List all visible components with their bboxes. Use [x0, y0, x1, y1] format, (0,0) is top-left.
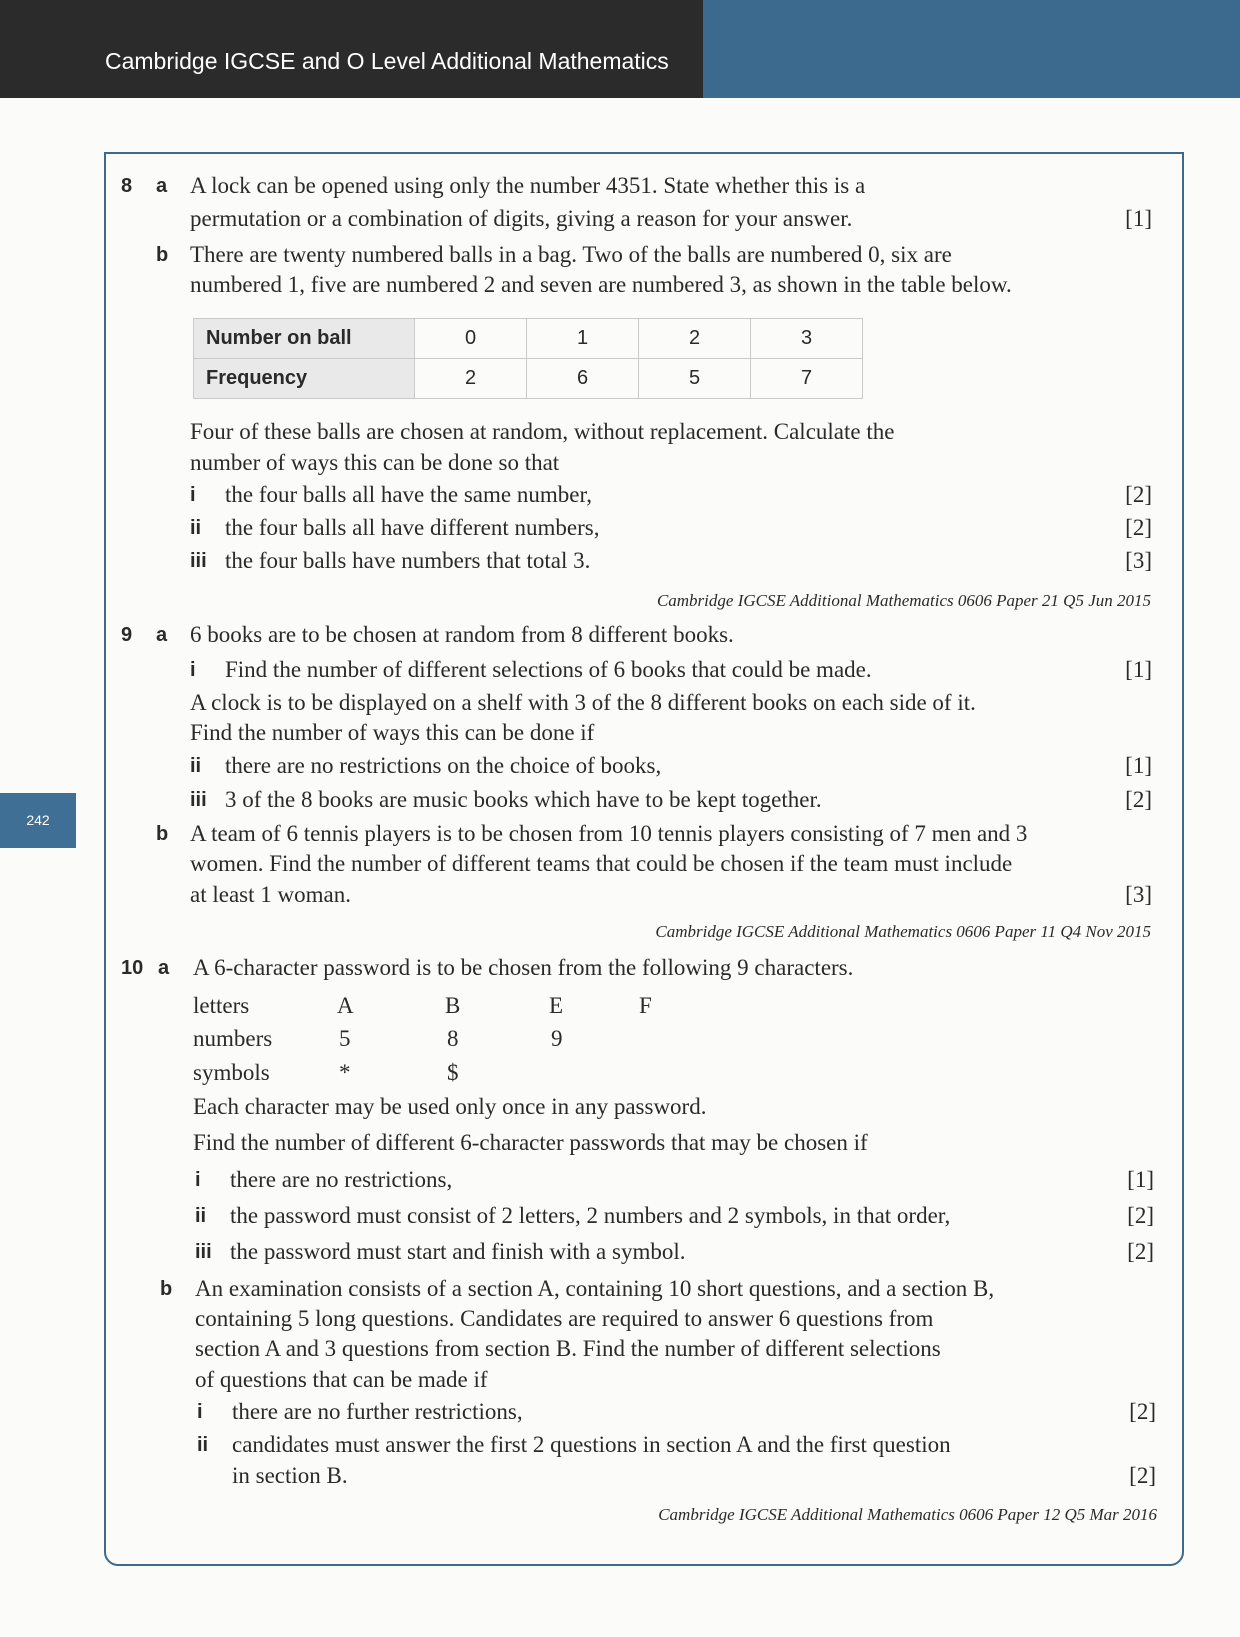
question-8b-i-label: i [190, 484, 196, 506]
question-9a-ii-marks: [1] [1125, 753, 1152, 778]
question-10b-line3: section A and 3 questions from section B. Find the number of different selections [195, 1336, 941, 1361]
question-8b-i-marks: [2] [1125, 482, 1152, 507]
question-9b-line2: women. Find the number of different teams that could be chosen if the team must include [190, 851, 1013, 876]
table-cell: 7 [751, 359, 863, 399]
table-cell: 1 [527, 319, 639, 359]
question-8a-marks: [1] [1125, 206, 1152, 231]
question-10-number: 10 [121, 957, 144, 979]
table-cell: 3 [751, 319, 863, 359]
question-8b-iii-label: iii [190, 550, 207, 572]
question-10a-iii-marks: [2] [1127, 1239, 1154, 1264]
question-10b-i-label: i [197, 1401, 203, 1423]
symbol-char: * [339, 1060, 351, 1085]
table-cell: 2 [415, 359, 527, 399]
question-9a-iii-label: iii [190, 789, 207, 811]
question-9-number: 9 [121, 624, 133, 646]
question-10a-note: Each character may be used only once in any password. [193, 1094, 707, 1119]
letter-char: A [337, 993, 354, 1018]
number-char: 8 [447, 1026, 459, 1051]
question-9b-marks: [3] [1125, 882, 1152, 907]
question-9a-mid1: A clock is to be displayed on a shelf with 3 of the 8 different books on each side of it. [190, 690, 976, 715]
question-10a-line1: A 6-character password is to be chosen from the following 9 characters. [193, 955, 854, 980]
letter-char: B [445, 993, 461, 1018]
question-10-source: Cambridge IGCSE Additional Mathematics 0606 Paper 12 Q5 Mar 2016 [658, 1505, 1157, 1524]
question-9a-iii-text: 3 of the 8 books are music books which have to be kept together. [225, 787, 822, 812]
question-10b-line4: of questions that can be made if [195, 1367, 488, 1392]
question-10a-i-label: i [195, 1169, 201, 1191]
table-header-frequency: Frequency [194, 359, 415, 399]
number-char: 9 [551, 1026, 563, 1051]
question-9-source: Cambridge IGCSE Additional Mathematics 0606 Paper 11 Q4 Nov 2015 [655, 922, 1151, 941]
question-10b-i-marks: [2] [1129, 1399, 1156, 1424]
question-8b-ii-label: ii [190, 517, 202, 539]
question-10a-label: a [158, 957, 170, 979]
question-10b-ii-text1: candidates must answer the first 2 questions in section A and the first question [232, 1432, 951, 1457]
question-9b-line3: at least 1 woman. [190, 882, 351, 907]
question-8b-iii-text: the four balls have numbers that total 3. [225, 548, 591, 573]
question-10a-ii-label: ii [195, 1205, 207, 1227]
table-cell: 5 [639, 359, 751, 399]
question-9a-iii-marks: [2] [1125, 787, 1152, 812]
question-10a-iii-label: iii [195, 1241, 212, 1263]
question-9b-label: b [156, 823, 169, 845]
question-8b-line2: numbered 1, five are numbered 2 and seven are numbered 3, as shown in the table below. [190, 272, 1012, 297]
question-10b-line2: containing 5 long questions. Candidates are required to answer 6 questions from [195, 1306, 934, 1331]
table-cell: 2 [639, 319, 751, 359]
question-10b-ii-label: ii [197, 1434, 209, 1456]
header-accent [703, 0, 1240, 98]
question-8b-iii-marks: [3] [1125, 548, 1152, 573]
question-9b-line1: A team of 6 tennis players is to be chosen from 10 tennis players consisting of 7 men and 3 [190, 821, 1028, 846]
question-9a-line1: 6 books are to be chosen at random from 8 different books. [190, 622, 734, 647]
question-10a-iii-text: the password must start and finish with a symbol. [230, 1239, 686, 1264]
question-8b-i-text: the four balls all have the same number, [225, 482, 592, 507]
question-10a-intro: Find the number of different 6-character passwords that may be chosen if [193, 1130, 868, 1155]
question-10a-ii-text: the password must consist of 2 letters, 2 numbers and 2 symbols, in that order, [230, 1203, 951, 1228]
question-9a-i-label: i [190, 659, 196, 681]
question-8b-ii-marks: [2] [1125, 515, 1152, 540]
question-9a-i-marks: [1] [1125, 657, 1152, 682]
question-8b-ii-text: the four balls all have different numbers, [225, 515, 600, 540]
table-header-number-on-ball: Number on ball [194, 319, 415, 359]
question-10b-line1: An examination consists of a section A, containing 10 short questions, and a section B, [195, 1276, 995, 1301]
question-9a-mid2: Find the number of ways this can be done if [190, 720, 595, 745]
symbol-char: $ [447, 1060, 459, 1085]
frequency-table [193, 318, 863, 399]
table-row [194, 319, 863, 359]
question-8b-label: b [156, 244, 169, 266]
page-number: 242 [0, 793, 76, 848]
question-10b-label: b [160, 1278, 173, 1300]
question-10a-ii-marks: [2] [1127, 1203, 1154, 1228]
question-8a-line1: A lock can be opened using only the number 4351. State whether this is a [190, 173, 866, 198]
letter-char: E [549, 993, 564, 1018]
question-8b-line1: There are twenty numbered balls in a bag. Two of the balls are numbered 0, six are [190, 242, 952, 267]
question-10a-i-marks: [1] [1127, 1167, 1154, 1192]
question-9a-label: a [156, 624, 168, 646]
table-row [194, 359, 863, 399]
letters-label: letters [193, 993, 250, 1018]
question-8a-label: a [156, 175, 168, 197]
question-10a-i-text: there are no restrictions, [230, 1167, 453, 1192]
table-cell: 0 [415, 319, 527, 359]
question-10b-ii-text2: in section B. [232, 1463, 348, 1488]
question-9a-ii-text: there are no restrictions on the choice of books, [225, 753, 662, 778]
question-8b-intro2: number of ways this can be done so that [190, 450, 560, 475]
question-8b-intro1: Four of these balls are chosen at random, without replacement. Calculate the [190, 419, 895, 444]
question-9a-ii-label: ii [190, 755, 202, 777]
question-10b-i-text: there are no further restrictions, [232, 1399, 523, 1424]
book-title: Cambridge IGCSE and O Level Additional Mathematics [105, 48, 669, 74]
question-9a-i-text: Find the number of different selections of 6 books that could be made. [225, 657, 872, 682]
table-cell: 6 [527, 359, 639, 399]
question-10b-ii-marks: [2] [1129, 1463, 1156, 1488]
numbers-label: numbers [193, 1026, 273, 1051]
number-char: 5 [339, 1026, 351, 1051]
symbols-label: symbols [193, 1060, 270, 1085]
letter-char: F [639, 993, 652, 1018]
question-8-number: 8 [121, 175, 133, 197]
question-8-source: Cambridge IGCSE Additional Mathematics 0606 Paper 21 Q5 Jun 2015 [656, 591, 1151, 610]
question-8a-line2: permutation or a combination of digits, giving a reason for your answer. [190, 206, 853, 231]
